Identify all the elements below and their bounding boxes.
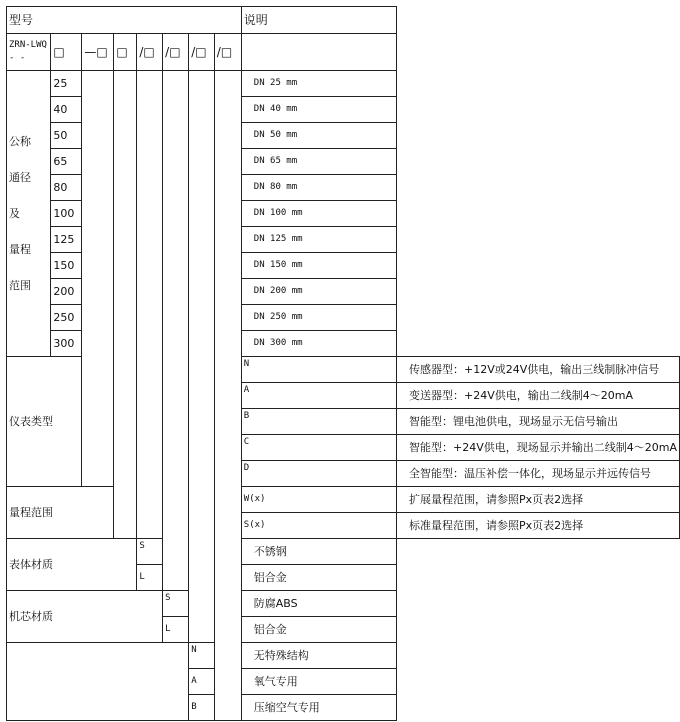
- range-desc: 标准量程范围，请参照Px页表2选择: [397, 513, 680, 539]
- diameter-desc: DN 50 mm: [241, 123, 396, 149]
- range-code: W(x): [241, 487, 396, 513]
- body-material-code: S: [137, 539, 163, 565]
- range-code-column-blank: [114, 71, 137, 539]
- extra-column-blank: [214, 71, 241, 721]
- diameter-code: 100: [51, 201, 82, 227]
- diameter-desc: DN 40 mm: [241, 97, 396, 123]
- core-material-code: S: [163, 591, 189, 617]
- diameter-code: 200: [51, 279, 82, 305]
- diameter-desc: DN 150 mm: [241, 253, 396, 279]
- instrument-label: 仪表类型: [7, 357, 82, 487]
- diameter-desc: DN 200 mm: [241, 279, 396, 305]
- code-description-blank: [241, 34, 396, 71]
- code-prefix: [7, 34, 51, 71]
- code-segment-diameter: □: [51, 34, 82, 71]
- diameter-desc: DN 65 mm: [241, 149, 396, 175]
- range-desc: 扩展量程范围，请参照Px页表2选择: [397, 487, 680, 513]
- diameter-desc: DN 100 mm: [241, 201, 396, 227]
- range-label: 量程范围: [7, 487, 114, 539]
- diameter-desc: DN 250 mm: [241, 305, 396, 331]
- structure-desc: 压缩空气专用: [241, 695, 396, 721]
- instrument-desc: 全智能型：温压补偿一体化，现场显示并远传信号: [397, 461, 680, 487]
- code-segment-structure: /□: [189, 34, 215, 71]
- header-model: 型号: [7, 7, 242, 34]
- structure-code: B: [189, 695, 215, 721]
- diameter-code: 65: [51, 149, 82, 175]
- core-material-column-blank: [163, 71, 189, 591]
- code-segment-range: □: [114, 34, 137, 71]
- instrument-desc: 智能型：+24V供电，现场显示并输出二线制4～20mA: [397, 435, 680, 461]
- structure-label: [7, 643, 189, 721]
- body-material-label: 表体材质: [7, 539, 137, 591]
- instrument-code: N: [241, 357, 396, 383]
- instrument-code-column-blank: [82, 71, 114, 487]
- diameter-code: 50: [51, 123, 82, 149]
- core-material-desc: 防腐ABS: [241, 591, 396, 617]
- structure-desc: 无特殊结构: [241, 643, 396, 669]
- instrument-code: C: [241, 435, 396, 461]
- diameter-code: 40: [51, 97, 82, 123]
- diameter-code: 150: [51, 253, 82, 279]
- diameter-desc: DN 125 mm: [241, 227, 396, 253]
- structure-code: N: [189, 643, 215, 669]
- code-segment-instrument: —□: [82, 34, 114, 71]
- code-prefix-line2: - -: [9, 53, 26, 63]
- header-description: 说明: [241, 7, 396, 34]
- model-selection-table: [6, 6, 680, 721]
- code-prefix-line1: ZRN-LWQ: [9, 40, 47, 50]
- code-segment-body-material: /□: [137, 34, 163, 71]
- diameter-desc: DN 25 mm: [241, 71, 396, 97]
- structure-column-blank: [189, 71, 215, 643]
- code-segment-extra: /□: [214, 34, 241, 71]
- diameter-code: 125: [51, 227, 82, 253]
- body-material-desc: 铝合金: [241, 565, 396, 591]
- instrument-desc: 传感器型：+12V或24V供电，输出三线制脉冲信号: [397, 357, 680, 383]
- body-material-desc: 不锈钢: [241, 539, 396, 565]
- code-segment-core-material: /□: [163, 34, 189, 71]
- body-material-code: L: [137, 565, 163, 591]
- instrument-desc: 变送器型：+24V供电，输出二线制4～20mA: [397, 383, 680, 409]
- instrument-desc: 智能型：锂电池供电，现场显示无信号输出: [397, 409, 680, 435]
- core-material-code: L: [163, 617, 189, 643]
- diameter-code: 80: [51, 175, 82, 201]
- range-code: S(x): [241, 513, 396, 539]
- instrument-code: B: [241, 409, 396, 435]
- diameter-code: 25: [51, 71, 82, 97]
- instrument-code: D: [241, 461, 396, 487]
- body-material-column-blank: [137, 71, 163, 539]
- diameter-desc: DN 80 mm: [241, 175, 396, 201]
- diameter-label: 公称 通径 及 量程 范围: [7, 71, 51, 357]
- core-material-label: 机芯材质: [7, 591, 163, 643]
- instrument-code: A: [241, 383, 396, 409]
- diameter-desc: DN 300 mm: [241, 331, 396, 357]
- core-material-desc: 铝合金: [241, 617, 396, 643]
- diameter-code: 250: [51, 305, 82, 331]
- structure-desc: 氧气专用: [241, 669, 396, 695]
- structure-code: A: [189, 669, 215, 695]
- diameter-code: 300: [51, 331, 82, 357]
